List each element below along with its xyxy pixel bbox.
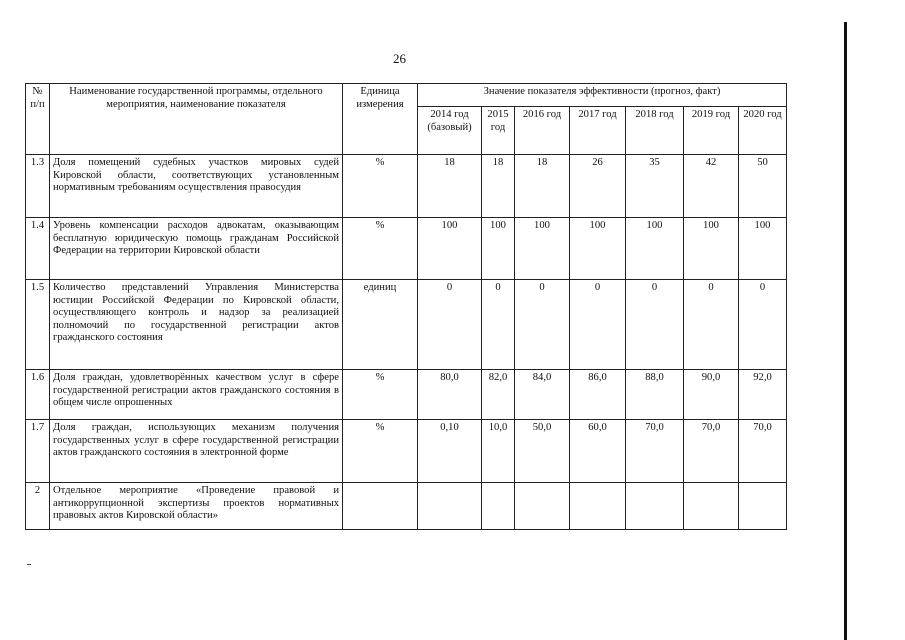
value-cell: 42	[684, 155, 739, 218]
unit-cell	[343, 483, 418, 530]
value-cell: 0,10	[418, 420, 482, 483]
value-cell: 86,0	[570, 370, 626, 420]
table-row	[26, 155, 787, 218]
value-cell: 70,0	[684, 420, 739, 483]
row-number: 1.3	[26, 155, 50, 218]
value-cell: 0	[418, 280, 482, 370]
value-cell: 26	[570, 155, 626, 218]
value-cell	[515, 483, 570, 530]
header-year: 2017 год	[570, 107, 626, 155]
value-cell: 0	[482, 280, 515, 370]
value-cell: 50,0	[515, 420, 570, 483]
header-values-group: Значение показателя эффективности (прогноз, факт)	[418, 84, 787, 107]
indicators-table	[25, 83, 787, 530]
value-cell: 100	[739, 218, 787, 280]
value-cell: 70,0	[626, 420, 684, 483]
row-number: 1.5	[26, 280, 50, 370]
table-row	[26, 420, 787, 483]
value-cell	[626, 483, 684, 530]
indicator-name: Доля граждан, использующих механизм получения государственных услуг в сфере государственной регистрации актов гражданского состояния в электронной форме	[50, 420, 343, 483]
indicator-name: Отдельное мероприятие «Проведение правовой и антикоррупционной экспертизы проектов нормативных правовых актов Кировской области»	[50, 483, 343, 530]
row-number: 1.6	[26, 370, 50, 420]
value-cell: 100	[570, 218, 626, 280]
header-num: № п/п	[26, 84, 50, 155]
header-year: 2018 год	[626, 107, 684, 155]
value-cell	[739, 483, 787, 530]
value-cell	[570, 483, 626, 530]
indicator-name: Доля граждан, удовлетворённых качеством услуг в сфере государственной регистрации актов гражданского состояния в общем числе опрошенных	[50, 370, 343, 420]
table-row	[26, 280, 787, 370]
value-cell	[482, 483, 515, 530]
row-number: 1.7	[26, 420, 50, 483]
value-cell: 0	[684, 280, 739, 370]
value-cell: 0	[626, 280, 684, 370]
header-year: 2014 год (базовый)	[418, 107, 482, 155]
unit-cell: %	[343, 218, 418, 280]
value-cell: 10,0	[482, 420, 515, 483]
value-cell: 90,0	[684, 370, 739, 420]
header-year: 2019 год	[684, 107, 739, 155]
unit-cell: %	[343, 420, 418, 483]
header-year: 2016 год	[515, 107, 570, 155]
value-cell: 80,0	[418, 370, 482, 420]
value-cell: 100	[482, 218, 515, 280]
value-cell: 100	[515, 218, 570, 280]
table-row	[26, 483, 787, 530]
header-year: 2020 год	[739, 107, 787, 155]
row-number: 2	[26, 483, 50, 530]
unit-cell: %	[343, 155, 418, 218]
indicator-name: Доля помещений судебных участков мировых судей Кировской области, соответствующих установленным нормативным требованиям осуществления правосудия	[50, 155, 343, 218]
value-cell: 50	[739, 155, 787, 218]
margin-mark	[27, 564, 31, 565]
indicator-name: Уровень компенсации расходов адвокатам, оказывающим бесплатную юридическую помощь гражданам Российской Федерации на территории Кировской области	[50, 218, 343, 280]
scan-edge-bar	[844, 22, 847, 640]
value-cell: 70,0	[739, 420, 787, 483]
value-cell: 0	[515, 280, 570, 370]
unit-cell: единиц	[343, 280, 418, 370]
value-cell: 100	[626, 218, 684, 280]
value-cell: 18	[482, 155, 515, 218]
page-number: 26	[393, 51, 406, 66]
value-cell: 0	[739, 280, 787, 370]
value-cell: 92,0	[739, 370, 787, 420]
value-cell: 82,0	[482, 370, 515, 420]
value-cell: 60,0	[570, 420, 626, 483]
table-row	[26, 218, 787, 280]
header-name: Наименование государственной программы, отдельного мероприятия, наименование показателя	[50, 84, 343, 155]
value-cell: 0	[570, 280, 626, 370]
indicator-name: Количество представлений Управления Министерства юстиции Российской Федерации по Кировской области, осуществляющего контроль и надзор за реализацией полномочий по государственной регистрации актов гражданского состояния	[50, 280, 343, 370]
table-row	[26, 370, 787, 420]
value-cell: 18	[418, 155, 482, 218]
value-cell	[684, 483, 739, 530]
unit-cell: %	[343, 370, 418, 420]
value-cell	[418, 483, 482, 530]
row-number: 1.4	[26, 218, 50, 280]
header-unit: Единица измерения	[343, 84, 418, 155]
value-cell: 35	[626, 155, 684, 218]
header-year: 2015 год	[482, 107, 515, 155]
value-cell: 100	[684, 218, 739, 280]
value-cell: 84,0	[515, 370, 570, 420]
value-cell: 18	[515, 155, 570, 218]
value-cell: 100	[418, 218, 482, 280]
value-cell: 88,0	[626, 370, 684, 420]
